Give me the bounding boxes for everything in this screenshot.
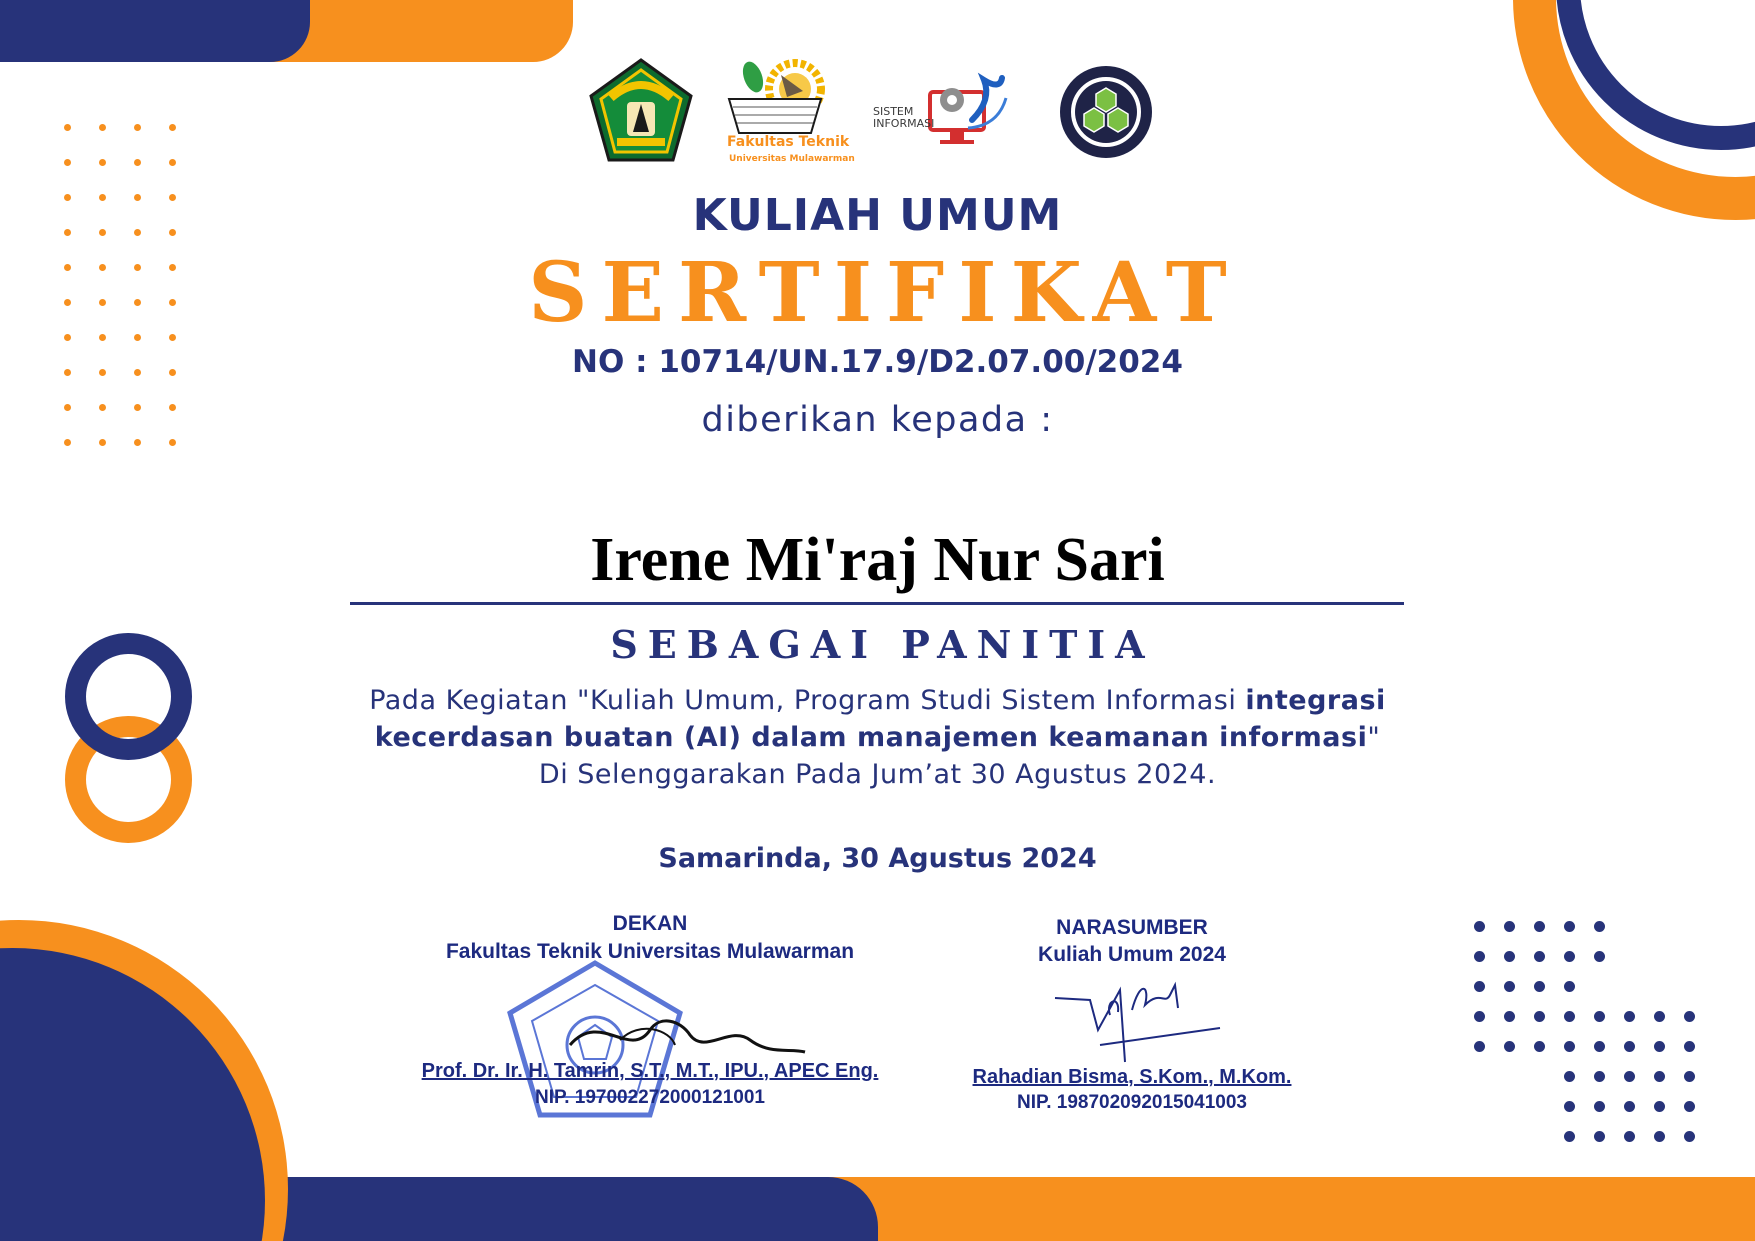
decor-dot: [1564, 1041, 1575, 1052]
decor-dot: [169, 124, 176, 131]
inforsa-seal-icon: [1058, 64, 1154, 160]
certificate-number: NO : 10714/UN.17.9/D2.07.00/2024: [572, 344, 1183, 380]
speaker-name: Rahadian Bisma, S.Kom., M.Kom.: [972, 1066, 1292, 1088]
decor-top-left-navy-bar: [0, 0, 310, 62]
decor-dot: [169, 439, 176, 446]
event-heading: KULIAH UMUM: [692, 190, 1063, 241]
dean-name: Prof. Dr. Ir. H. Tamrin, S.T., M.T., IPU., APEC Eng.: [421, 1060, 879, 1082]
decor-dot: [1504, 951, 1515, 962]
dean-nip: NIP. 197002272000121001: [535, 1087, 765, 1108]
decor-dot: [1534, 921, 1545, 932]
decor-dot: [1504, 1011, 1515, 1022]
decor-dot: [1534, 951, 1545, 962]
decor-dot: [1684, 1101, 1695, 1112]
decor-dot: [1624, 1071, 1635, 1082]
decor-dot: [1534, 1041, 1545, 1052]
decor-dot: [1624, 1101, 1635, 1112]
description-line-2: [0, 722, 1755, 753]
program-logo-caption: SISTEM: [873, 105, 914, 118]
dean-faculty: Fakultas Teknik Universitas Mulawarman: [445, 940, 855, 963]
decor-dot: [1594, 1041, 1605, 1052]
decor-dot: [1654, 1011, 1665, 1022]
speaker-title: NARASUMBER: [1056, 916, 1208, 939]
recipient-name: Irene Mi'raj Nur Sari: [590, 526, 1165, 594]
decor-dot: [1594, 1071, 1605, 1082]
decor-dot: [1654, 1071, 1665, 1082]
decor-dot: [1594, 921, 1605, 932]
decor-dot: [99, 159, 106, 166]
place-and-date: Samarinda, 30 Agustus 2024: [658, 843, 1097, 874]
decor-dot: [134, 124, 141, 131]
given-to-label: diberikan kepada :: [701, 400, 1054, 440]
decor-dot: [99, 124, 106, 131]
faculty-logo-subcaption: Universitas Mulawarman: [729, 154, 855, 164]
decor-dot: [99, 439, 106, 446]
decor-dot: [1564, 951, 1575, 962]
decor-dot: [1594, 1131, 1605, 1142]
decor-dot: [64, 124, 71, 131]
decor-dot: [1564, 1101, 1575, 1112]
faculty-logo-caption: Fakultas Teknik: [727, 134, 850, 150]
decor-dot: [64, 159, 71, 166]
universitas-mulawarman-emblem-icon: [587, 58, 695, 166]
decor-dot: [64, 439, 71, 446]
decor-dot: [1474, 981, 1485, 992]
description-line-3: Di Selenggarakan Pada Jum’at 30 Agustus 2024.: [538, 759, 1217, 790]
description-line-1-text: Pada Kegiatan "Kuliah Umum, Program Studi Sistem Informasi: [369, 685, 1246, 716]
decor-dot: [1684, 1071, 1695, 1082]
decor-dot: [1624, 1131, 1635, 1142]
decor-dot: [1594, 1011, 1605, 1022]
decor-dot: [1564, 981, 1575, 992]
program-logo-subcaption: INFORMASI: [873, 117, 935, 130]
decor-dot: [134, 439, 141, 446]
decor-dot: [1624, 1041, 1635, 1052]
fakultas-teknik-logo-icon: [723, 55, 828, 170]
decor-dot: [1474, 1041, 1485, 1052]
decor-dot: [1504, 981, 1515, 992]
description-line-1-bold: integrasi: [1245, 685, 1386, 716]
decor-dot: [1474, 951, 1485, 962]
recipient-name-underline: [350, 602, 1404, 605]
description-line-2-bold: kecerdasan buatan (AI) dalam manajemen keamanan informasi: [374, 722, 1368, 753]
decor-dot: [1564, 921, 1575, 932]
decor-dot: [1504, 1041, 1515, 1052]
speaker-nip: NIP. 198702092015041003: [1017, 1092, 1247, 1113]
decor-dot: [1474, 921, 1485, 932]
decor-dot: [1594, 951, 1605, 962]
decor-dot: [1504, 921, 1515, 932]
recipient-role: SEBAGAI PANITIA: [610, 622, 1155, 667]
decor-dot: [1564, 1071, 1575, 1082]
decor-dot: [1624, 1011, 1635, 1022]
decor-dot: [1654, 1131, 1665, 1142]
description-line-2-quote: ": [1367, 722, 1381, 753]
decor-dot: [1534, 981, 1545, 992]
certificate-title: SERTIFIKAT: [528, 245, 1241, 341]
decor-dot: [169, 159, 176, 166]
decor-dot: [1564, 1131, 1575, 1142]
description-line-1: [0, 685, 1755, 716]
decor-dot: [1654, 1101, 1665, 1112]
decor-dot: [1594, 1101, 1605, 1112]
speaker-signature-icon: [1050, 970, 1230, 1065]
speaker-event: Kuliah Umum 2024: [1038, 943, 1226, 966]
decor-dot: [1684, 1131, 1695, 1142]
dean-title: DEKAN: [612, 912, 688, 935]
decor-dot: [1684, 1041, 1695, 1052]
decor-dot: [1564, 1011, 1575, 1022]
decor-dot: [1684, 1011, 1695, 1022]
decor-dot: [1474, 1011, 1485, 1022]
decor-bottom-left-navy-circle: [0, 948, 265, 1241]
decor-dot: [134, 159, 141, 166]
decor-dot: [1654, 1041, 1665, 1052]
decor-dot: [1534, 1011, 1545, 1022]
